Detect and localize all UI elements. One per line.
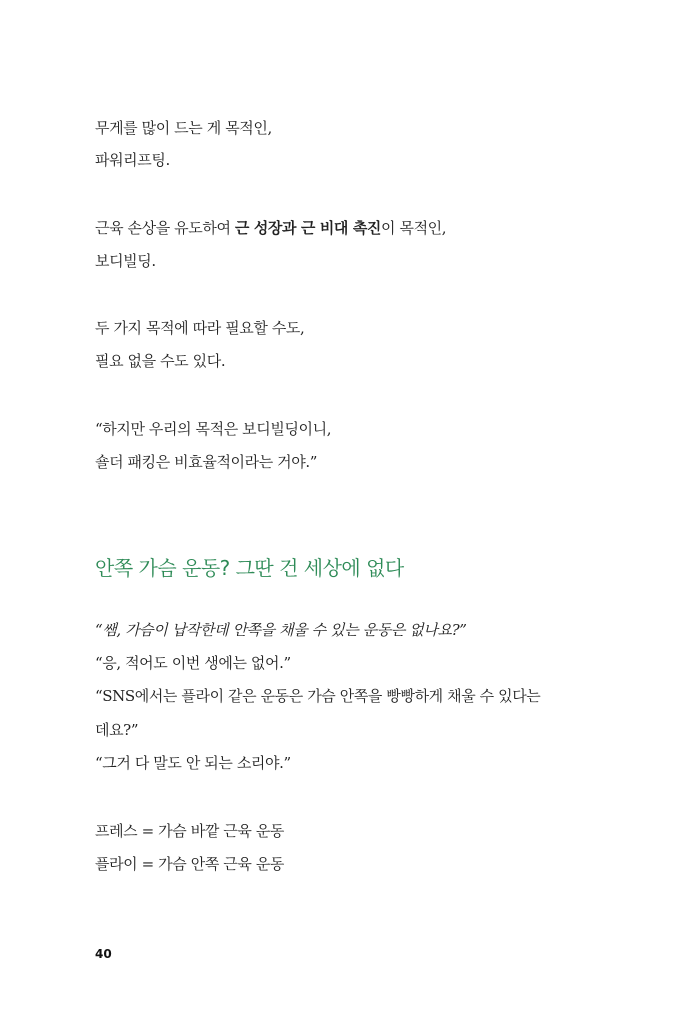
dialog-line: 데요?” xyxy=(95,721,139,739)
quote-line: “하지만 우리의 목적은 보디빌딩이니, xyxy=(95,420,332,438)
dialog-line: “응, 적어도 이번 생에는 없어.” xyxy=(95,654,291,672)
bold-emphasis: 근 성장과 근 비대 촉진 xyxy=(234,219,382,237)
body-line: 보디빌딩. xyxy=(95,252,156,270)
body-line: 두 가지 목적에 따라 필요할 수도, xyxy=(95,319,305,337)
body-text: 이 목적인, xyxy=(381,219,447,237)
section-heading: 안쪽 가슴 운동? 그딴 건 세상에 없다 xyxy=(95,556,404,580)
dialog-line-italic: “쌤, 가슴이 납작한데 안쪽을 채울 수 있는 운동은 없나요?” xyxy=(95,621,467,639)
book-page xyxy=(95,0,635,1024)
page-number: 40 xyxy=(95,947,112,961)
body-line: 파워리프팅. xyxy=(95,151,170,169)
body-line: 필요 없을 수도 있다. xyxy=(95,352,226,370)
dialog-line: “그거 다 말도 안 되는 소리야.” xyxy=(95,754,291,772)
summary-line: 프레스 = 가슴 바깥 근육 운동 xyxy=(95,822,284,840)
quote-line: 숄더 패킹은 비효율적이라는 거야.” xyxy=(95,453,318,471)
summary-line: 플라이 = 가슴 안쪽 근육 운동 xyxy=(95,855,284,873)
dialog-line: “SNS에서는 플라이 같은 운동은 가슴 안쪽을 빵빵하게 채울 수 있다는 xyxy=(95,687,541,705)
body-text: 근육 손상을 유도하여 xyxy=(95,219,235,237)
body-line-emphasis xyxy=(95,218,446,238)
body-line: 무게를 많이 드는 게 목적인, xyxy=(95,119,272,137)
